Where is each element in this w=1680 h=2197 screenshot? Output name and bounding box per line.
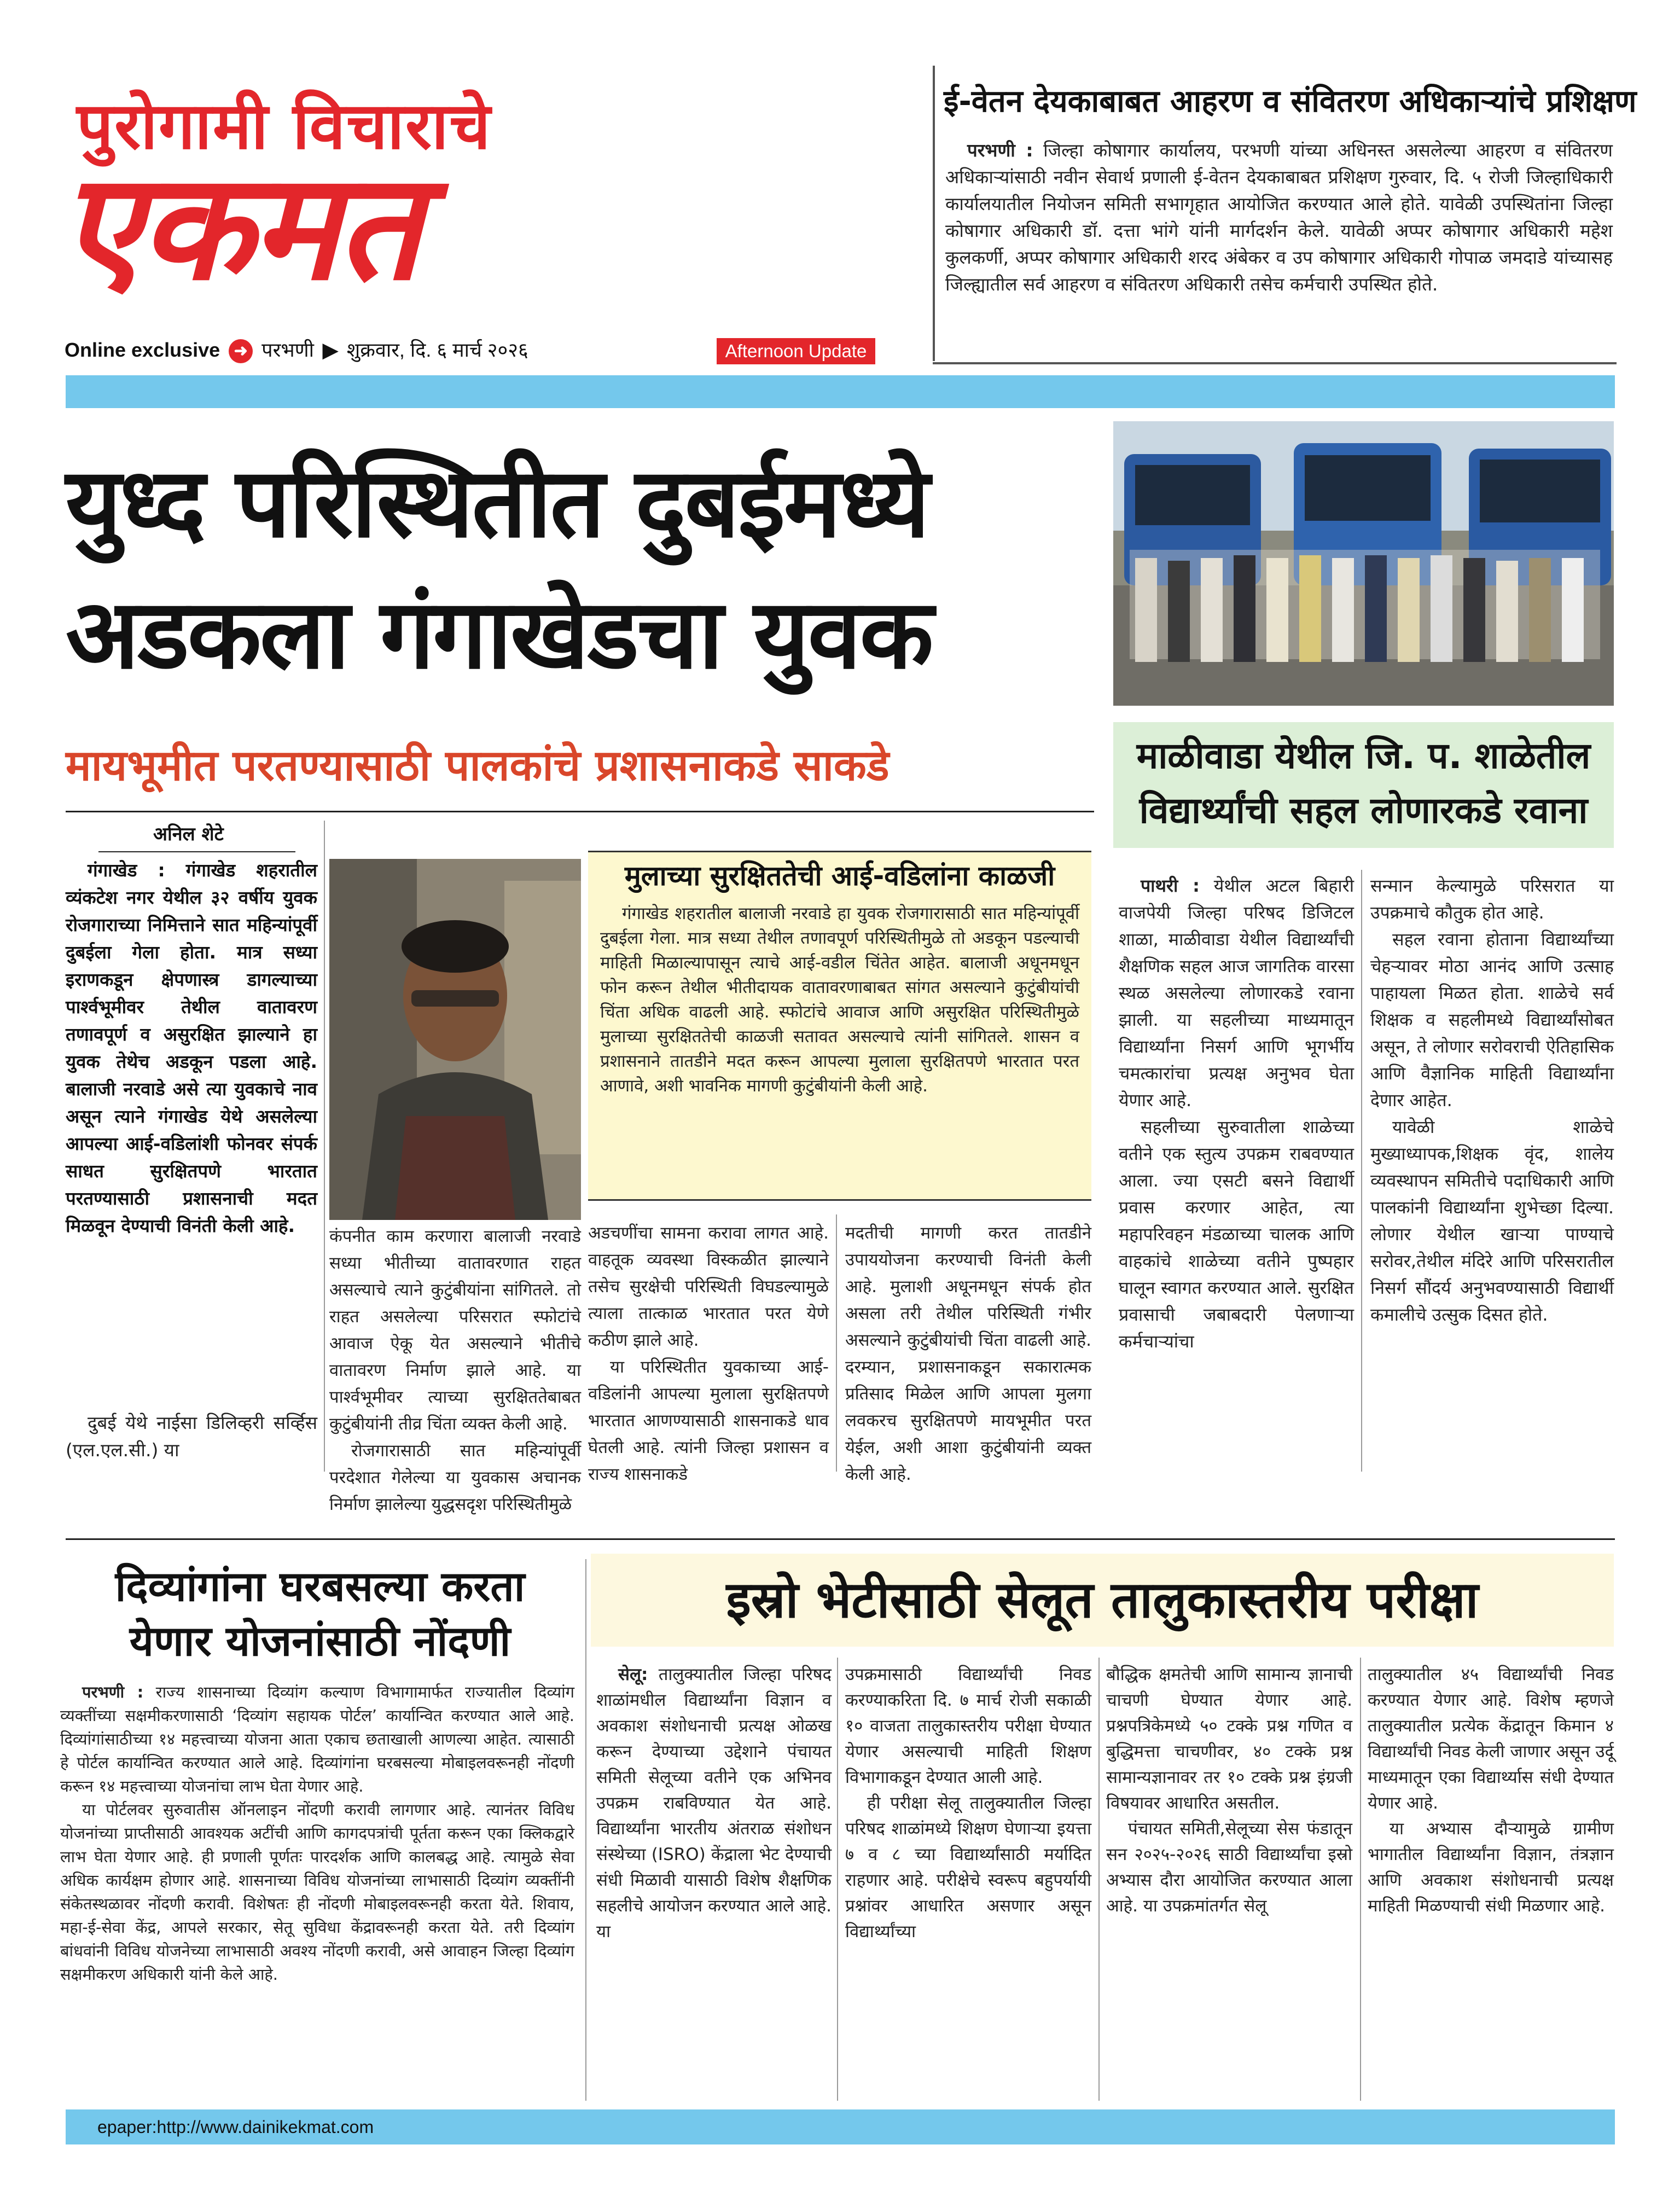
lead-col-4-text: मदतीची मागणी करत तातडीने उपाययोजना करण्याची विनंती केली आहे. मुलाशी अधूनमधून संपर्क होत असला तरी तेथील परिस्थिती गंभीर असल्याने कुटुंबीयांची चिंता वाढली आहे. दरम्यान, प्रशासनाकडून सकारात्मक प्रतिसाद मिळेल आणि आपला मुलगा लवकरच सुरक्षितपणे मायभूमीत परत येईल, अशी आशा कुटुंबीयांनी व्यक्त केली आहे. [845,1223,1091,1484]
online-exclusive-label: Online exclusive [65,339,220,361]
isro-col-4-text: तालुक्यातील ४५ विद्यार्थ्यांची निवड करण्यात येणार आहे. विशेष म्हणजे तालुक्यातील प्रत्येक केंद्रातून किमान ४ विद्यार्थ्यांची निवड केली जाणार असून उर्दू माध्यमातून एका विद्यार्थ्यास संधी देण्यात येणार आहे. [1368,1665,1614,1813]
trip-col-2-text-c: यावेळी शाळेचे मुख्याध्यापक,शिक्षक वृंद, शालेय व्यवस्थापन समितीचे पदाधिकारी आणि पालकांनी विद्यार्थ्यांना शुभेच्छा दिल्या. लोणार येथील खाऱ्या पाण्याचे सरोवर,तेथील मंदिरे आणि परिसरातील निसर्ग सौंदर्य अनुभवण्यासाठी विद्यार्थी कमालीचे उत्सुक दिसत होते. [1370,1117,1614,1325]
divyang-dateline: परभणी : [82,1683,144,1701]
play-arrow-icon: ▶ [323,339,338,361]
footer-bar [66,2109,1615,2144]
trip-col-2-text-b: सहल रवाना होताना विद्यार्थ्यांच्या चेहऱ्यावर मोठा आनंद आणि उत्साह पाहायला मिळत होता. शाळेचे सर्व शिक्षक व सहलीमध्ये विद्यार्थ्यांसोबत असून, ते लोणार सरोवराची ऐतिहासिक आणि वैज्ञानिक माहिती विद्यार्थ्यांना देणार आहेत. [1370,929,1614,1111]
trip-dateline: पाथरी : [1141,875,1200,896]
isro-col-1-text: तालुक्यातील जिल्हा परिषद शाळांमधील विद्यार्थ्यांना विज्ञान व अवकाश संशोधनाची प्रत्यक्ष ओळख करून देण्याच्या उद्देशाने पंचायत समिती सेलूच्या वतीने एक अभिनव उपक्रम राबविण्यात येत आहे. विद्यार्थ्यांना भारतीय अंतराळ संशोधन संस्थेच्या (ISRO) केंद्राला भेट देण्याची संधी मिळावी यासाठी विशेष शैक्षणिक सहलीचे आयोजन करण्यात आले आहे. या [596,1665,832,1942]
trip-col-1-text-b: सहलीच्या सुरुवातीला शाळेच्या वतीने एक स्तुत्य उपक्रम राबवण्यात आला. ज्या एसटी बसने विद्यार्थी प्रवास करणार आहेत, त्या महापरिवहन मंडळाच्या चालक आणि वाहकांचे शाळेच्या वतीने पुष्पहार घालून स्वागत करण्यात आले. सुरक्षित प्रवासाची जबाबदारी पेलणाऱ्या कर्मचाऱ्यांचा [1119,1117,1354,1352]
lead-headline-line-1: युध्द परिस्थितीत दुबईमध्ये [66,447,928,559]
divyang-body [60,1681,574,2096]
lead-col-1 [66,857,317,1409]
divyang-text-b: या पोर्टलवर सुरुवातीस ऑनलाइन नोंदणी करावी लागणार आहे. त्यानंतर विविध योजनांच्या प्राप्तीसाठी आवश्यक अटींची आणि कागदपत्रांची पूर्तता करून एका क्लिकद्वारे लाभ घेता येणार आहे. ही प्रणाली पूर्णतः पारदर्शक आणि कालबद्ध आहे. त्यामुळे सेवा अधिक कार्यक्षम होणार आहे. शासनाच्या विविध योजनांच्या लाभासाठी दिव्यांग व्यक्तींनी संकेतस्थळावर नोंदणी करावी. विशेषतः ही नोंदणी मोबाइलवरूनही करता येते. शिवाय, महा-ई-सेवा केंद्र, आपले सरकार, सेतू सुविधा केंद्रावरूनही करता येते. तरी दिव्यांग बांधवांनी विविध योजनेच्या लाभासाठी अवश्य नोंदणी करावी, असे आवाहन जिल्हा दिव्यांग सक्षमीकरण अधिकारी यांनी केले आहे. [60,1800,574,1984]
divider [933,66,935,361]
divyang-headline-line-1: दिव्यांगांना घरबसल्या करता [115,1562,525,1611]
top-story-dateline: परभणी : [967,140,1033,161]
divider [585,1559,586,2101]
trip-headline-line-1: माळीवाडा येथील जि. प. शाळेतील [1136,735,1591,777]
isro-col-3-text: बौद्धिक क्षमतेची आणि सामान्य ज्ञानाची चाचणी घेण्यात येणार आहे. प्रश्नपत्रिकेमध्ये ५० टक्के प्रश्न गणित व बुद्धिमत्ता चाचणीवर, ४० टक्के प्रश्न सामान्यज्ञानावर तर १० टक्के प्रश्न इंग्रजी विषयावर आधारित असतील. [1106,1665,1352,1813]
divider [1361,870,1362,1472]
lead-col-2-text: कंपनीत काम करणारा बालाजी नरवाडे सध्या भीतीच्या वातावरणात राहत असल्याचे त्याने कुटुंबीयांना सांगितले. तो राहत असलेल्या परिसरात स्फोटांचे आवाज ऐकू येत असल्याने भीतीचे वातावरण निर्माण झाले आहे. या पार्श्वभूमीवर त्याच्या सुरक्षिततेबाबत कुटुंबीयांनी तीव्र चिंता व्यक्त केली आहे. [329,1227,581,1434]
afternoon-update-badge: Afternoon Update [717,338,875,364]
lead-col-2 [329,1223,581,1514]
edition-city: परभणी [261,339,315,361]
family-concern-box [588,851,1091,1201]
lead-col-3-text-b: या परिस्थितीत युवकाच्या आई-वडिलांनी आपल्या मुलाला सुरक्षितपणे भारतात आणण्यासाठी शासनाकडे धाव घेतली आहे. त्यांनी जिल्हा प्रशासन व राज्य शासनाकडे [588,1357,829,1484]
isro-col-2-text: उपक्रमासाठी विद्यार्थ्यांची निवड करण्याकरिता दि. ७ मार्च रोजी सकाळी १० वाजता तालुकास्तरीय परीक्षा घेण्यात येणार असल्याची माहिती शिक्षण विभागाकडून देण्यात आली आहे. [845,1665,1091,1787]
divider [324,821,325,1472]
lead-col-4 [845,1220,1091,1484]
trip-col-2-text: सन्मान केल्यामुळे परिसरात या उपक्रमाचे कौतुक होत आहे. [1370,875,1614,923]
top-color-bar [66,375,1615,408]
lead-subhead: मायभूमीत परतण्यासाठी पालकांचे प्रशासनाकडे साकडे [66,741,890,791]
lead-col-1-text: गंगाखेड : गंगाखेड शहरातील व्यंकटेश नगर येथील ३२ वर्षीय युवक रोजगाराच्या निमित्ताने सात महिन्यांपूर्वी दुबईला गेला होता. मात्र सध्या इराणकडून क्षेपणास्त्र डागल्याच्या पार्श्वभूमीवर तेथील वातावरण तणावपूर्ण व असुरक्षित झाल्याने हा युवक तेथेच अडकून पडला आहे. बालाजी नरवाडे असे त्या युवकाचे नाव असून त्याने गंगाखेड येथे असलेल्या आपल्या आई-वडिलांशी फोनवर संपर्क साधत सुरक्षितपणे भारतात परतण्यासाठी प्रशासनाची मदत मिळवून देण्याची विनंती केली आहे. [66,859,317,1236]
isro-col-3 [1106,1662,1352,2100]
isro-col-2 [845,1662,1091,2100]
family-concern-text: गंगाखेड शहरातील बालाजी नरवाडे हा युवक रोजगारासाठी सात महिन्यांपूर्वी दुबईला गेला. मात्र सध्या तेथील तणावपूर्ण परिस्थितीमुळे तो अडकून पडल्याची माहिती मिळाल्यापासून त्याचे आई-वडील चिंतेत आहेत. बालाजी अधूनमधून फोन करून तेथील भीतीदायक वातावरणाबाबत सांगत असल्याने कुटुंबीयांची चिंता अधिक वाढली आहे. स्फोटांचे आवाज आणि असुरक्षित परिस्थितीमुळे मुलाच्या सुरक्षिततेची काळजी सतावत असल्याचे त्यांनी सांगितले. शासन व प्रशासनाने तातडीने मदत करून आपल्या मुलाला सुरक्षितपणे भारतात परत आणावे, अशी भावनिक मागणी कुटुंबीयांनी केली आहे. [600,904,1079,1096]
lead-col-1-rest-text: दुबई येथे नाईसा डिलिव्हरी सर्व्हिस (एल.एल.सी.) या [66,1412,317,1461]
masthead [60,88,914,372]
divider [66,811,1094,812]
lead-col-3 [588,1220,829,1484]
lead-headline-line-2: अडकला गंगाखेडचा युवक [66,578,932,690]
lead-byline: अनिल शेटे [153,823,224,845]
family-concern-body [588,895,1091,1190]
divider [933,362,1617,364]
person-silhouette-icon [329,859,581,1220]
isro-col-2-text-b: ही परीक्षा सेलू तालुक्यातील जिल्हा परिषद शाळांमध्ये शिक्षण घेणाऱ्या इयत्ता ७ व ८ च्या विद्यार्थ्यांसाठी मर्यादित राहणार आहे. परीक्षेचे स्वरूप बहुपर्यायी प्रश्नांवर आधारित असणार असून विद्यार्थ्यांच्या [845,1793,1091,1942]
divider [1098,1658,1100,2101]
divyang-text: राज्य शासनाच्या दिव्यांग कल्याण विभागामार्फत राज्यातील दिव्यांग व्यक्तींच्या सक्षमीकरणासाठी ‘दिव्यांग सहायक पोर्टल’ कार्यान्वित करण्यात आले आहे. दिव्यांगांसाठीच्या १४ महत्त्वाच्या योजना आता एकाच छताखाली आणल्या आहेत. त्यासाठी हे पोर्टल कार्यान्वित करण्यात आले आहे. दिव्यांगांना घरबसल्या मोबाइलवरूनही नोंदणी करून १४ महत्त्वाच्या योजनांचा लाभ घेता येणार आहे. [60,1683,574,1795]
divider [66,1538,1615,1540]
family-concern-title: मुलाच्या सुरक्षिततेची आई-वडिलांना काळजी [624,860,1055,892]
epaper-link[interactable]: epaper:http://www.dainikekmat.com [97,2117,374,2137]
isro-dateline: सेलू: [618,1665,648,1684]
isro-col-1 [596,1662,832,2100]
divider [837,1658,838,2101]
lead-person-photo [329,859,581,1220]
isro-col-4-text-b: या अभ्यास दौऱ्यामुळे ग्रामीण भागातील विद्यार्थ्यांना विज्ञान, तंत्रज्ञान आणि अवकाश संशोधनाची प्रत्यक्ष माहिती मिळण्याची संधी मिळणार आहे. [1368,1819,1614,1916]
trip-col-2 [1370,873,1614,1474]
arrow-circle-icon: ➜ [229,339,253,363]
lead-col-3-text: अडचणींचा सामना करावा लागत आहे. वाहतूक व्यवस्था विस्कळीत झाल्याने तसेच सुरक्षेची परिस्थिती विघडल्यामुळे त्याला तात्काळ भारतात परत येणे कठीण झाले आहे. [588,1223,829,1350]
trip-headline-line-2: विद्यार्थ्यांची सहल लोणारकडे रवाना [1139,789,1588,832]
top-story-body [945,137,1613,356]
bus-trip-photo [1113,421,1614,706]
trip-col-1-text: येथील अटल बिहारी वाजपेयी जिल्हा परिषद डिजिटल शाळा, माळीवाडा येथील विद्यार्थ्यांची शैक्षणिक सहल आज जागतिक वारसा स्थळ असलेल्या लोणारकडे रवाना झाली. या सहलीच्या माध्यमातून विद्यार्थ्यांना निसर्ग आणि भूगर्भीय चमत्कारांचा प्रत्यक्ष अनुभव घेता येणार आहे. [1119,875,1355,1111]
isro-headline-box [591,1554,1614,1647]
trip-col-1 [1119,873,1354,1474]
bus-group-photo-icon [1113,421,1614,706]
masthead-name: एकमत [60,141,420,313]
divider [1360,1658,1361,2101]
isro-col-4 [1368,1662,1614,2100]
lead-col-1-rest [66,1409,317,1469]
masthead-tagline: पुरोगामी विचाराचे [77,88,492,164]
divider [836,1214,837,1472]
top-story-text: जिल्हा कोषागार कार्यालय, परभणी यांच्या अधिनस्त असलेल्या आहरण व संवितरण अधिकाऱ्यांसाठी नवीन सेवार्थ प्रणाली ई-वेतन देयकाबाबत प्रशिक्षण गुरुवार, दि. ५ रोजी जिल्हाधिकारी कार्यालयातील नियोजन समिती सभागृहात आयोजित करण्यात आले होते. यावेळी उपस्थितांना जिल्हा कोषागार अधिकारी डॉ. दत्ता भांगे यांनी मार्गदर्शन केले. यावेळी अप्पर कोषागार अधिकारी महेश कुलकर्णी, अप्पर कोषागार अधिकारी शरद अंबेकर व उप कोषागार अधिकारी गोपाळ जमदाडे यांच्यासह जिल्ह्यातील सर्व आहरण व संवितरण अधिकारी तसेच कर्मचारी उपस्थित होते. [945,140,1613,295]
divider [98,851,295,852]
lead-col-2-text-b: रोजगारासाठी सात महिन्यांपूर्वी परदेशात गेलेल्या या युवकास अचानक निर्माण झालेल्या युद्धसदृश परिस्थितीमुळे [329,1441,581,1514]
top-story-headline: ई-वेतन देयकाबाबत आहरण व संवितरण अधिकाऱ्यांचे प्रशिक्षण [944,84,1637,119]
divyang-headline-line-2: येणार योजनांसाठी नोंदणी [129,1617,511,1665]
isro-col-3-text-b: पंचायत समिती,सेलूच्या सेस फंडातून सन २०२५-२०२६ साठी विद्यार्थ्यांचा इस्रो अभ्यास दौरा आयोजित करण्यात आला आहे. या उपक्रमांतर्गत सेलू [1106,1819,1352,1916]
edition-date: शुक्रवार, दि. ६ मार्च २०२६ [346,339,528,361]
isro-headline: इस्रो भेटीसाठी सेलूत तालुकास्तरीय परीक्षा [726,1571,1479,1629]
trip-headline-box [1113,722,1614,848]
